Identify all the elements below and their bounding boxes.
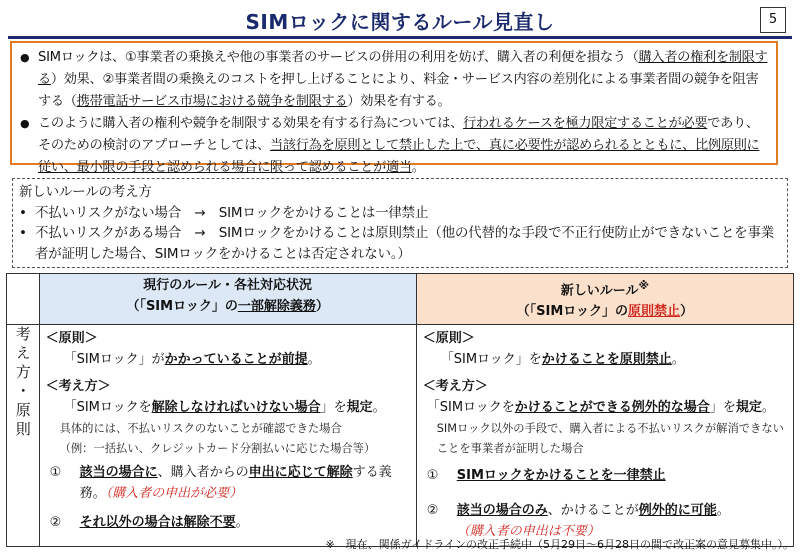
summary-bullet-2 xyxy=(20,113,768,179)
rules-heading: 新しいルールの考え方 xyxy=(19,184,152,200)
current-rule-header: 現行のルール・各社対応状況 （「SIMロック」の一部解除義務） xyxy=(39,274,416,325)
bullet-icon: ● xyxy=(20,117,30,130)
current-rule-column: ＜原則＞ 「SIMロック」がかかっていることが前提。 ＜考え方＞ 「SIMロックを解除しなければいけない場合」を規定。 具体的には、不払いリスクのないことが確認できた場合 （例：一括払い、クレジットカード分割払いに応じた場合等） ① 該当の場合に、購入者からの申出に応じて解除する義務。（購入者の申出が必要） ② それ以外の場合は解除不要。 xyxy=(39,325,416,547)
summary-text-2: このように購入者の権利や競争を制限する効果を有する行為については、行われるケースを極力限定することが必要であり、そのための検討のアプローチとしては、当該行為を原則として禁止した上で、真に必要性が認められるとともに、比例原則に従い、最小限の手段と認められる場合に限って認めることが適当。 xyxy=(38,116,760,175)
summary-box xyxy=(10,41,778,175)
side-label: 考え方・原則 xyxy=(7,325,40,547)
rules-item: • 不払いリスクがない場合 → SIMロックをかけることは一律禁止 xyxy=(19,204,429,221)
new-rule-header: 新しいルール※ （「SIMロック」の原則禁止） xyxy=(416,274,793,325)
new-rule-approach-box xyxy=(12,178,788,268)
summary-bullet-1 xyxy=(20,47,768,113)
page-title: SIMロックに関するルール見直し xyxy=(245,10,555,34)
footnote: ※ 現在、関係ガイドラインの改正手続中（5月29日～6月28日の間で改正案の意見募集中。）。 xyxy=(325,538,794,551)
title-underline xyxy=(8,36,792,39)
table-corner-cell xyxy=(7,274,40,325)
summary-text-1: SIMロックは、①事業者の乗換えや他の事業者のサービスの併用の利用を妨げ、購入者の利便を損なう（購入者の権利を制限する）効果、②事業者間の乗換えのコストを押し上げることにより、料金・サービス内容の差別化による事業者間の競争を阻害する（携帯電話サービス市場における競争を制限する）効果を有する。 xyxy=(38,50,768,109)
comparison-table xyxy=(6,273,794,547)
bullet-icon: ● xyxy=(20,51,30,64)
new-rule-column: ＜原則＞ 「SIMロック」をかけることを原則禁止。 ＜考え方＞ 「SIMロックをかけることができる例外的な場合」を規定。 SIMロック以外の手段で、購入者による不払いリスクが解消できないことを事業者が証明した場合 ① SIMロックをかけることを一律禁止 ② 該当の場合のみ、かけることが例外的に可能。 （購入者の申出は不要） xyxy=(416,325,793,547)
page-number: 5 xyxy=(760,7,786,33)
rules-item: • 不払いリスクがある場合 → SIMロックをかけることは原則禁止（他の代替的な手段で不正行使防止ができないことを事業者が証明した場合、SIMロックをかけることは否定されない。） xyxy=(19,225,775,262)
